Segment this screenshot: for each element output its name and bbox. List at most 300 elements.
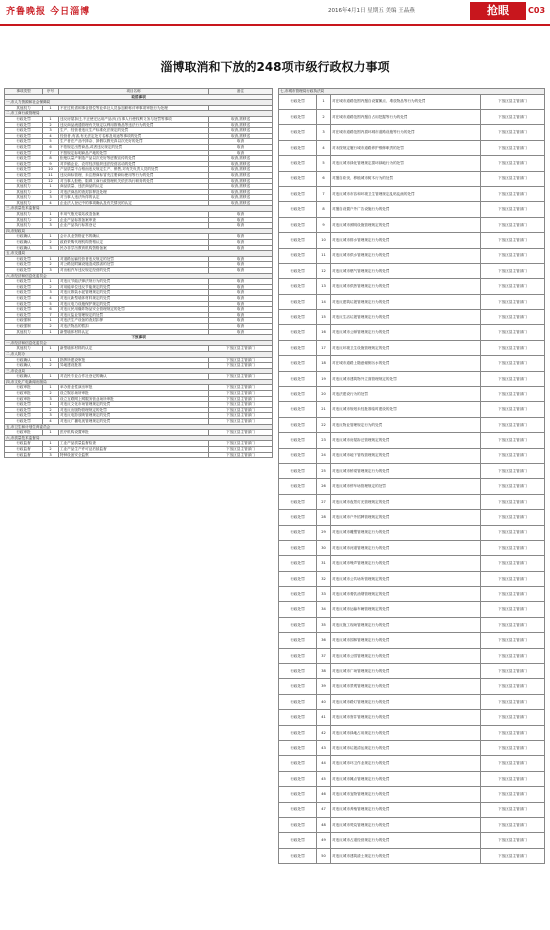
item-no: 37 bbox=[317, 648, 331, 663]
item-name: 对违反城市焚烧管理规定行为的处罚 bbox=[331, 817, 481, 832]
section-title: 三,市质量技术监督局 bbox=[5, 206, 273, 212]
item-name: 对乡镇企业、农村经济组织违法经营活动的处罚 bbox=[59, 161, 209, 167]
item-type: 行政监督 bbox=[5, 452, 43, 458]
item-type: 其他权力 bbox=[5, 105, 43, 111]
item-note: 下放区县主管部门 bbox=[481, 479, 545, 494]
item-no: 13 bbox=[317, 279, 331, 294]
item-type: 其他权力 bbox=[5, 217, 43, 223]
item-no: 2 bbox=[43, 447, 59, 453]
item-name: 生产者在产品中掺杂、掺假以假充真以次充好的处罚 bbox=[59, 139, 209, 145]
item-type: 行政处罚 bbox=[279, 356, 317, 371]
table-row bbox=[279, 571, 545, 586]
item-no: 1 bbox=[43, 318, 59, 324]
item-no: 1 bbox=[43, 329, 59, 335]
item-note: 取消,需移送 bbox=[209, 189, 273, 195]
item-type: 行政监督 bbox=[5, 447, 43, 453]
item-no: 5 bbox=[43, 301, 59, 307]
item-name: 经营者,有害,有无法定处方名称及用途等事项的处罚 bbox=[59, 133, 209, 139]
item-name: 对违反城市照明设施管理规定的处罚 bbox=[331, 217, 481, 232]
right-table bbox=[278, 88, 545, 864]
item-type: 行政确认 bbox=[5, 374, 43, 380]
item-note: 下放区县主管部门 bbox=[481, 817, 545, 832]
item-type: 其他权力 bbox=[5, 184, 43, 190]
item-note: 下放区县主管部门 bbox=[481, 94, 545, 109]
item-name: 对违反节能法律法规行为的处罚 bbox=[59, 279, 209, 285]
item-no: 2 bbox=[43, 189, 59, 195]
item-type: 行政处罚 bbox=[5, 312, 43, 318]
table-row bbox=[279, 248, 545, 263]
item-note: 下放区县主管部门 bbox=[481, 602, 545, 617]
item-type: 行政处罚 bbox=[279, 617, 317, 632]
item-type: 行政处罚 bbox=[5, 407, 43, 413]
item-note: 取消 bbox=[209, 217, 273, 223]
item-name: 对当事人拒绝、阻碍工商行政管理机关依法执行职务的处罚 bbox=[59, 178, 209, 184]
table-row bbox=[279, 756, 545, 771]
item-note: 取消 bbox=[209, 144, 273, 150]
item-type: 行政处罚 bbox=[279, 540, 317, 555]
section-title: 六,市质量技术监督局 bbox=[5, 435, 273, 441]
item-note: 下放区县主管部门 bbox=[481, 186, 545, 201]
item-note: 下放区县主管部门 bbox=[481, 233, 545, 248]
item-name: 对违反盐业管理规定的处罚 bbox=[59, 312, 209, 318]
item-name: 对公路及附属设施造成损害的处罚 bbox=[59, 262, 209, 268]
item-note: 下放区县主管部门 bbox=[481, 448, 545, 463]
item-type: 其他权力 bbox=[5, 223, 43, 229]
item-type: 行政处罚 bbox=[5, 295, 43, 301]
item-no: 7 bbox=[43, 312, 59, 318]
item-type: 行政处罚 bbox=[279, 217, 317, 232]
item-name: 对出租汽车违反规定经营的处罚 bbox=[59, 268, 209, 274]
item-note: 取消,需移送 bbox=[209, 133, 273, 139]
col-note: 备注 bbox=[209, 89, 273, 95]
item-type: 行政处罚 bbox=[5, 307, 43, 313]
section-title: 五,市卫生和计划生育委员会 bbox=[5, 424, 273, 430]
item-note: 取消 bbox=[209, 301, 273, 307]
table-row bbox=[279, 109, 545, 124]
item-no: 2 bbox=[43, 262, 59, 268]
item-no: 21 bbox=[317, 402, 331, 417]
item-no: 45 bbox=[317, 771, 331, 786]
item-type: 行政处罚 bbox=[279, 771, 317, 786]
item-note: 取消,需移送 bbox=[209, 128, 273, 134]
item-type: 行政处罚 bbox=[5, 139, 43, 145]
item-name: 车用气瓶充装站改造备案 bbox=[59, 212, 209, 218]
item-type: 其他权力 bbox=[5, 200, 43, 206]
item-name: 对违反城市垃圾清运规定行为的处罚 bbox=[331, 741, 481, 756]
item-note: 取消 bbox=[209, 307, 273, 313]
item-no: 3 bbox=[43, 413, 59, 419]
item-note: 下放区县主管部门 bbox=[481, 741, 545, 756]
item-no: 2 bbox=[43, 240, 59, 246]
item-type: 行政确认 bbox=[5, 363, 43, 369]
item-type: 行政处罚 bbox=[279, 186, 317, 201]
item-note: 下放区县主管部门 bbox=[481, 756, 545, 771]
table-row bbox=[279, 156, 545, 171]
item-name: 对违反城市绿化管理规定损坏绿地行为的处罚 bbox=[331, 156, 481, 171]
item-name: 对违反散装水泥管理规定的处罚 bbox=[59, 290, 209, 296]
item-no: 3 bbox=[43, 452, 59, 458]
item-no: 2 bbox=[43, 391, 59, 397]
table-row bbox=[279, 725, 545, 740]
item-no: 44 bbox=[317, 756, 331, 771]
table-row bbox=[279, 633, 545, 648]
item-name: 对违反新型墙体材料规定的处罚 bbox=[59, 295, 209, 301]
item-name: 对擅自砍伐、移植城市树木行为的处罚 bbox=[331, 171, 481, 186]
table-row bbox=[279, 433, 545, 448]
section-title: 二,市人防办 bbox=[5, 351, 273, 357]
item-note: 下放区县主管部门 bbox=[481, 202, 545, 217]
item-no: 8 bbox=[317, 202, 331, 217]
item-name: 对违反城市桥梁管理规定行为的处罚 bbox=[331, 463, 481, 478]
item-note: 下放区县主管部门 bbox=[481, 125, 545, 140]
item-no: 43 bbox=[317, 741, 331, 756]
item-no: 1 bbox=[43, 256, 59, 262]
item-type: 行政处罚 bbox=[279, 294, 317, 309]
item-no: 4 bbox=[43, 133, 59, 139]
item-note: 下放区县主管部门 bbox=[209, 385, 273, 391]
table-row bbox=[279, 710, 545, 725]
item-name: 对违反城市建筑渣土规定行为的处罚 bbox=[331, 848, 481, 863]
item-type: 行政处罚 bbox=[279, 602, 317, 617]
item-no: 14 bbox=[317, 294, 331, 309]
item-note: 下放区县主管部门 bbox=[481, 540, 545, 555]
item-name: 对违反城市绿地占用规定行为的处罚 bbox=[331, 725, 481, 740]
table-row bbox=[279, 540, 545, 555]
item-type: 行政处罚 bbox=[5, 178, 43, 184]
item-name: 对违反物业管理规定行为的处罚 bbox=[331, 417, 481, 432]
item-name: 对违反城市雕塑管理规定行为的处罚 bbox=[331, 525, 481, 540]
item-note: 下放区县主管部门 bbox=[481, 571, 545, 586]
item-no: 3 bbox=[43, 223, 59, 229]
item-name: 企业产品标准备案审查 bbox=[59, 217, 209, 223]
item-type: 行政处罚 bbox=[279, 679, 317, 694]
masthead bbox=[0, 0, 550, 24]
item-type: 行政处罚 bbox=[279, 694, 317, 709]
item-type: 行政处罚 bbox=[279, 510, 317, 525]
item-type: 行政处罚 bbox=[5, 150, 43, 156]
table-row bbox=[279, 525, 545, 540]
item-no: 16 bbox=[317, 325, 331, 340]
item-type: 行政处罚 bbox=[279, 710, 317, 725]
masthead-rule bbox=[0, 24, 550, 26]
table-row bbox=[279, 802, 545, 817]
item-type: 行政审批 bbox=[5, 396, 43, 402]
item-name: 对用能单位违反节能规定的处罚 bbox=[59, 284, 209, 290]
item-no: 2 bbox=[43, 284, 59, 290]
table-row bbox=[279, 833, 545, 848]
item-note: 取消 bbox=[209, 223, 273, 229]
item-no: 23 bbox=[317, 433, 331, 448]
item-type: 行政处罚 bbox=[5, 116, 43, 122]
item-no: 2 bbox=[43, 122, 59, 128]
table-row bbox=[279, 294, 545, 309]
item-type: 行政监督 bbox=[5, 441, 43, 447]
section-title: 六,市经济和信息化委员会 bbox=[5, 273, 273, 279]
item-note: 取消,需移送 bbox=[209, 122, 273, 128]
table-row bbox=[279, 510, 545, 525]
item-note: 下放区县主管部门 bbox=[481, 371, 545, 386]
item-type: 行政强制 bbox=[5, 318, 43, 324]
item-type: 行政处罚 bbox=[279, 310, 317, 325]
table-row bbox=[279, 263, 545, 278]
item-type: 行政处罚 bbox=[5, 172, 43, 178]
item-note: 下放区县主管部门 bbox=[481, 263, 545, 278]
item-no: 32 bbox=[317, 571, 331, 586]
table-row bbox=[279, 463, 545, 478]
item-note: 下放区县主管部门 bbox=[481, 725, 545, 740]
item-note: 取消 bbox=[209, 295, 273, 301]
item-name: 对未按规定履行城市道路养护维修职责的处罚 bbox=[331, 140, 481, 155]
item-name: 对违反电影放映管理规定的处罚 bbox=[59, 413, 209, 419]
item-type: 行政处罚 bbox=[5, 161, 43, 167]
item-no: 11 bbox=[317, 248, 331, 263]
item-type: 行政处罚 bbox=[279, 741, 317, 756]
item-type: 行政处罚 bbox=[279, 817, 317, 832]
issue-date: 2016年4月1日 星期五 美编 王晶燕 bbox=[328, 8, 415, 14]
item-type: 行政处罚 bbox=[279, 387, 317, 402]
table-row bbox=[279, 679, 545, 694]
item-name: 不按规定标明商品产地的处罚 bbox=[59, 150, 209, 156]
item-type: 行政处罚 bbox=[5, 301, 43, 307]
item-no: 6 bbox=[317, 171, 331, 186]
item-type: 行政处罚 bbox=[279, 248, 317, 263]
item-name: 对违反城市景观管理规定行为的处罚 bbox=[331, 679, 481, 694]
item-no: 40 bbox=[317, 694, 331, 709]
item-type: 行政处罚 bbox=[279, 109, 317, 124]
item-note: 取消 bbox=[209, 279, 273, 285]
item-name: 民办非学历教育机构资格备案 bbox=[59, 245, 209, 251]
item-no: 9 bbox=[43, 161, 59, 167]
item-name: 对违法物品的暂扣 bbox=[59, 323, 209, 329]
item-no: 3 bbox=[317, 125, 331, 140]
item-name: 对违反电力设施保护规定的处罚 bbox=[59, 301, 209, 307]
item-type: 行政处罚 bbox=[5, 156, 43, 162]
item-type: 行政处罚 bbox=[279, 756, 317, 771]
item-type: 行政处罚 bbox=[279, 371, 317, 386]
item-note: 取消,需移送 bbox=[209, 178, 273, 184]
item-note: 下放区县主管部门 bbox=[481, 664, 545, 679]
item-no: 31 bbox=[317, 556, 331, 571]
item-type: 行政处罚 bbox=[279, 633, 317, 648]
section-badge: 抢眼 bbox=[470, 2, 526, 20]
item-no: 48 bbox=[317, 817, 331, 832]
item-note: 下放区县主管部门 bbox=[481, 356, 545, 371]
item-name: 对违反城市餐饮油烟管理规定的处罚 bbox=[331, 587, 481, 602]
item-name: 对道路运输经营者违反规定的处罚 bbox=[59, 256, 209, 262]
item-type: 行政处罚 bbox=[279, 340, 317, 355]
item-note: 下放区县主管部门 bbox=[481, 710, 545, 725]
item-no: 1 bbox=[43, 116, 59, 122]
table-row bbox=[279, 587, 545, 602]
item-note: 下放区县主管部门 bbox=[481, 694, 545, 709]
table-row bbox=[279, 817, 545, 832]
item-type: 行政处罚 bbox=[279, 587, 317, 602]
item-note: 取消,需移送 bbox=[209, 200, 273, 206]
item-name: 对违反城市建筑物外立面管理规定的处罚 bbox=[331, 371, 481, 386]
item-no: 47 bbox=[317, 802, 331, 817]
table-row bbox=[279, 202, 545, 217]
item-type: 行政处罚 bbox=[279, 571, 317, 586]
item-no: 38 bbox=[317, 664, 331, 679]
item-name: 对违反城市摊点管理规定行为的处罚 bbox=[331, 771, 481, 786]
item-no: 24 bbox=[317, 448, 331, 463]
category-title: 下放事项 bbox=[5, 335, 273, 341]
item-type: 行政处罚 bbox=[279, 402, 317, 417]
item-type: 其他权力 bbox=[5, 195, 43, 201]
section-title: 四,市文化广电新闻出版局 bbox=[5, 379, 273, 385]
item-note: 取消 bbox=[209, 150, 273, 156]
section-title: 一,市人力资源和社会保障局 bbox=[5, 100, 273, 106]
item-no: 49 bbox=[317, 833, 331, 848]
item-no: 30 bbox=[317, 540, 331, 555]
item-note: 取消,需移送 bbox=[209, 195, 273, 201]
item-type: 行政处罚 bbox=[279, 279, 317, 294]
item-note: 下放区县主管部门 bbox=[481, 771, 545, 786]
item-type: 行政处罚 bbox=[5, 279, 43, 285]
item-type: 行政处罚 bbox=[279, 263, 317, 278]
table-row bbox=[279, 494, 545, 509]
item-name: 对违反城市规划未经批准临时建设的处罚 bbox=[331, 402, 481, 417]
item-type: 行政审批 bbox=[5, 430, 43, 436]
item-no: 11 bbox=[43, 172, 59, 178]
item-type: 行政处罚 bbox=[279, 417, 317, 432]
page-number: C03 bbox=[528, 6, 546, 15]
item-name: 对违反城市燃气管理规定行为的处罚 bbox=[331, 263, 481, 278]
item-note: 下放区县主管部门 bbox=[481, 109, 545, 124]
item-name: 工业产品质量监督检查 bbox=[59, 441, 209, 447]
item-note: 下放区县主管部门 bbox=[481, 387, 545, 402]
item-note: 下放区县主管部门 bbox=[209, 402, 273, 408]
item-name: 对违反城市园林管理规定行为的处罚 bbox=[331, 633, 481, 648]
item-note: 取消 bbox=[209, 318, 273, 324]
item-note: 下放区县主管部门 bbox=[481, 433, 545, 448]
item-name: 不在过机省和事业基位等业单社人员参加职称评审事项审批行为处理 bbox=[59, 105, 209, 111]
newspaper-logo: 齐鲁晚报 今日淄博 bbox=[6, 7, 91, 17]
item-name: 政府采购代理机构资格认定 bbox=[59, 240, 209, 246]
item-name: 设立娱乐场所审批 bbox=[59, 391, 209, 397]
item-note: 取消,需移送 bbox=[209, 156, 273, 162]
item-no: 25 bbox=[317, 463, 331, 478]
item-name: 不依规定出售商品,或者违反规定的处罚 bbox=[59, 144, 209, 150]
item-name: 对违反城市房屋拆迁管理规定的处罚 bbox=[331, 433, 481, 448]
item-note: 下放区县主管部门 bbox=[481, 633, 545, 648]
item-no: 3 bbox=[43, 290, 59, 296]
item-no: 1 bbox=[317, 94, 331, 109]
item-name: 对违法生产设备的查封扣押 bbox=[59, 318, 209, 324]
item-name: 对在城市道路范围内损坏城市道路设施等行为的处罚 bbox=[331, 125, 481, 140]
item-note: 下放区县主管部门 bbox=[481, 617, 545, 632]
item-no: 5 bbox=[43, 139, 59, 145]
item-name: 违反商品流通管理有关规定以利用推销品等违法行为的处罚 bbox=[59, 122, 209, 128]
table-row bbox=[279, 479, 545, 494]
item-note: 下放区县主管部门 bbox=[481, 340, 545, 355]
item-name: 指挥所建设审批 bbox=[59, 357, 209, 363]
item-note: 下放区县主管部门 bbox=[481, 217, 545, 232]
right-section-title: 七,市城市管理局行政执法局 bbox=[279, 89, 545, 95]
item-name: 对违反城市公共场所管理规定的处罚 bbox=[331, 571, 481, 586]
item-name: 对违反城市河道管理规定行为的处罚 bbox=[331, 540, 481, 555]
table-row bbox=[279, 279, 545, 294]
table-row bbox=[279, 310, 545, 325]
item-name: 对违反建筑垃圾管理规定行为的处罚 bbox=[331, 294, 481, 309]
item-type: 其他权力 bbox=[5, 329, 43, 335]
table-row bbox=[279, 448, 545, 463]
item-type: 行政处罚 bbox=[5, 284, 43, 290]
item-no: 4 bbox=[317, 140, 331, 155]
item-name: 对违反文化市场管理规定的处罚 bbox=[59, 402, 209, 408]
item-no: 2 bbox=[317, 109, 331, 124]
item-no: 50 bbox=[317, 848, 331, 863]
item-type: 行政处罚 bbox=[279, 725, 317, 740]
item-no: 7 bbox=[317, 186, 331, 201]
table-row bbox=[279, 356, 545, 371]
item-name: 对违反城市公园管理规定行为的处罚 bbox=[331, 648, 481, 663]
table-row bbox=[279, 125, 545, 140]
item-no: 22 bbox=[317, 417, 331, 432]
item-note: 下放区县主管部门 bbox=[209, 413, 273, 419]
item-note: 下放区县主管部门 bbox=[209, 452, 273, 458]
item-note: 下放区县主管部门 bbox=[481, 171, 545, 186]
item-name: 特种设备安全监察 bbox=[59, 452, 209, 458]
section-title: 二,市工商行政管理局 bbox=[5, 111, 273, 117]
item-name: 对违反广播电视管理规定的处罚 bbox=[59, 419, 209, 425]
table-row bbox=[279, 741, 545, 756]
item-name: 医疗机构设置审批 bbox=[59, 430, 209, 436]
item-name: 拒绝以量产制造产品以次充好等虚假宣传的处罚 bbox=[59, 156, 209, 162]
item-type: 行政处罚 bbox=[5, 133, 43, 139]
item-no: 1 bbox=[43, 374, 59, 380]
table-row bbox=[279, 771, 545, 786]
item-no: 42 bbox=[317, 725, 331, 740]
item-name: 工业产品生产许可证后续监督 bbox=[59, 447, 209, 453]
item-note: 取消,需移送 bbox=[209, 172, 273, 178]
item-no: 1 bbox=[43, 357, 59, 363]
item-name: 对违反城市路灯管理规定行为的处罚 bbox=[331, 694, 481, 709]
item-name: 对违反城市供热管理规定行为的处罚 bbox=[331, 279, 481, 294]
item-no: 1 bbox=[43, 184, 59, 190]
item-type: 行政确认 bbox=[5, 234, 43, 240]
item-type: 行政处罚 bbox=[5, 167, 43, 173]
item-no: 1 bbox=[43, 105, 59, 111]
item-no: 6 bbox=[43, 144, 59, 150]
item-no: 4 bbox=[43, 419, 59, 425]
item-note: 下放区县主管部门 bbox=[481, 587, 545, 602]
item-no: 6 bbox=[43, 307, 59, 313]
section-title: 五,市交通局 bbox=[5, 251, 273, 257]
item-type: 行政确认 bbox=[5, 357, 43, 363]
item-type: 行政处罚 bbox=[5, 144, 43, 150]
item-type: 行政处罚 bbox=[5, 262, 43, 268]
item-name: 对违反城市窨井管理规定行为的处罚 bbox=[331, 710, 481, 725]
item-no: 12 bbox=[317, 263, 331, 278]
item-note: 下放区县主管部门 bbox=[481, 248, 545, 263]
item-name: 会计从业资格证书的确认 bbox=[59, 234, 209, 240]
item-note: 取消 bbox=[209, 329, 273, 335]
item-note: 取消,需移送 bbox=[209, 167, 273, 173]
item-no: 1 bbox=[43, 441, 59, 447]
item-name: 对擅自设置户外广告设施行为的处罚 bbox=[331, 202, 481, 217]
table-row bbox=[279, 648, 545, 663]
item-note: 下放区县主管部门 bbox=[481, 402, 545, 417]
item-name: 对违反施工现场管理规定行为的处罚 bbox=[331, 617, 481, 632]
table-row bbox=[279, 602, 545, 617]
item-type: 行政处罚 bbox=[279, 171, 317, 186]
item-no: 39 bbox=[317, 679, 331, 694]
item-type: 其他权力 bbox=[5, 212, 43, 218]
item-type: 行政处罚 bbox=[279, 325, 317, 340]
item-type: 行政审批 bbox=[5, 385, 43, 391]
item-name: 对违反出版物管理规定的处罚 bbox=[59, 407, 209, 413]
